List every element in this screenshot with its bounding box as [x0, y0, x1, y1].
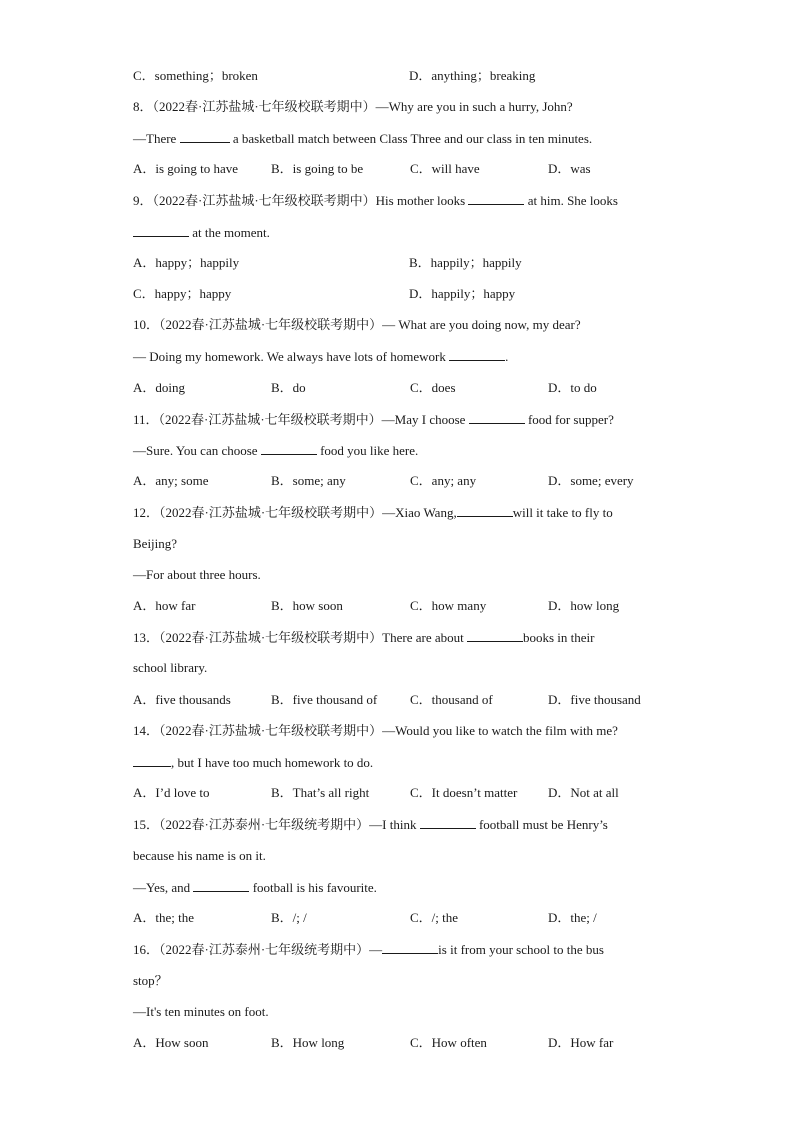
q15-option-d: D．the; /: [548, 910, 597, 925]
q12-stem-line2: Beijing?: [133, 536, 178, 551]
q15-stem-line2: because his name is on it.: [133, 848, 266, 863]
q16-option-b: B．How long: [271, 1035, 345, 1050]
q11-stem-text: —Sure. You can choose: [133, 443, 261, 458]
q13-stem-text: 13．（2022春·江苏盐城·七年级校联考期中）There are about: [133, 630, 467, 645]
q11-option-d: D．some; every: [548, 473, 634, 488]
q8-option-c: C．will have: [410, 161, 480, 176]
q14-option-b: B．That’s all right: [271, 785, 370, 800]
q12-stem-text: 12．（2022春·江苏盐城·七年级校联考期中）—Xiao Wang,: [133, 505, 457, 520]
q15-stem-text: football is his favourite.: [249, 880, 377, 895]
q9-option-c: C．happy；happy: [133, 286, 232, 301]
q10-stem-text: .: [505, 349, 509, 364]
q13-stem-line2: school library.: [133, 660, 208, 675]
q13-stem-line1: [133, 629, 594, 646]
q15-option-c: C．/; the: [410, 910, 459, 925]
q13-option-b: B．five thousand of: [271, 692, 378, 707]
q12-stem-text: will it take to fly to: [512, 505, 613, 520]
q9-option-b: B．happily；happily: [409, 255, 522, 270]
q11-option-b: B．some; any: [271, 473, 346, 488]
q11-stem-line2: [133, 442, 418, 459]
q11-answer-blank: [261, 442, 317, 455]
q8-option-d: D．was: [548, 161, 591, 176]
q7-option-c: C．something；broken: [133, 68, 258, 83]
q14-option-c: C．It doesn’t matter: [410, 785, 518, 800]
q15-answer-blank: [420, 816, 476, 829]
q16-stem-line2: stop？: [133, 973, 168, 988]
q10-option-d: D．to do: [548, 380, 597, 395]
q7-option-d: D．anything；breaking: [409, 68, 536, 83]
q10-option-b: B．do: [271, 380, 306, 395]
q10-stem-line1: 10．（2022春·江苏盐城·七年级校联考期中）— What are you doing now, my dear?: [133, 317, 581, 332]
q8-stem-line2: [133, 130, 592, 147]
q15-option-a: A．the; the: [133, 910, 195, 925]
q14-option-a: A．I’d love to: [133, 785, 210, 800]
q15-answer-blank: [193, 879, 249, 892]
q14-stem-line2: [133, 754, 373, 771]
q16-stem-text: 16．（2022春·江苏泰州·七年级统考期中）—: [133, 942, 383, 957]
q16-option-a: A．How soon: [133, 1035, 209, 1050]
q14-stem-text: , but I have too much homework to do.: [171, 755, 374, 770]
q13-answer-blank: [467, 629, 523, 642]
q8-option-a: A．is going to have: [133, 161, 239, 176]
q9-stem-text: at him. She looks: [524, 193, 618, 208]
q9-option-a: A．happy；happily: [133, 255, 240, 270]
q15-stem-line1: [133, 816, 608, 833]
q12-stem-line1: [133, 504, 613, 521]
q8-answer-blank: [180, 130, 230, 143]
q9-stem-line1: [133, 192, 618, 209]
q10-answer-blank: [449, 348, 505, 361]
q11-stem-text: food for supper?: [524, 412, 614, 427]
q11-option-c: C．any; any: [410, 473, 477, 488]
q10-option-a: A．doing: [133, 380, 186, 395]
q11-answer-blank: [469, 411, 525, 424]
q8-stem-text: a basketball match between Class Three and our class in ten minutes.: [229, 131, 593, 146]
q15-stem-text: football must be Henry’s: [475, 817, 608, 832]
q11-stem-text: food you like here.: [316, 443, 419, 458]
q13-stem-text: books in their: [522, 630, 595, 645]
q9-answer-blank: [468, 192, 524, 205]
q15-stem-line3: [133, 879, 377, 896]
q9-answer-blank: [133, 224, 189, 237]
q8-stem-line1: 8．（2022春·江苏盐城·七年级校联考期中）—Why are you in such a hurry, John?: [133, 99, 573, 114]
q16-answer-blank: [382, 941, 438, 954]
q14-answer-blank: [133, 754, 171, 767]
q12-answer-blank: [457, 504, 513, 517]
q15-stem-text: —Yes, and: [133, 880, 194, 895]
q15-stem-text: 15．（2022春·江苏泰州·七年级统考期中）—I think: [133, 817, 420, 832]
q9-stem-text: 9．（2022春·江苏盐城·七年级校联考期中）His mother looks: [133, 193, 469, 208]
q11-stem-line1: [133, 411, 614, 428]
q10-stem-line2: [133, 348, 508, 365]
q12-option-b: B．how soon: [271, 598, 343, 613]
q13-option-a: A．five thousands: [133, 692, 231, 707]
q8-stem-text: —There: [133, 131, 180, 146]
q15-option-b: B．/; /: [271, 910, 307, 925]
q12-option-c: C．how many: [410, 598, 487, 613]
q9-option-d: D．happily；happy: [409, 286, 516, 301]
q12-option-a: A．how far: [133, 598, 196, 613]
q11-stem-text: 11．（2022春·江苏盐城·七年级校联考期中）—May I choose: [133, 412, 469, 427]
q10-stem-text: — Doing my homework. We always have lots of homework: [133, 349, 450, 364]
q16-stem-line3: —It's ten minutes on foot.: [133, 1004, 269, 1019]
q16-stem-text: is it from your school to the bus: [438, 942, 604, 957]
q13-option-c: C．thousand of: [410, 692, 493, 707]
q9-stem-line2: [133, 224, 270, 241]
q12-stem-line3: —For about three hours.: [133, 567, 261, 582]
q9-stem-text: at the moment.: [189, 225, 270, 240]
q8-option-b: B．is going to be: [271, 161, 364, 176]
q14-stem-line1: 14．（2022春·江苏盐城·七年级校联考期中）—Would you like to watch the film with me?: [133, 723, 618, 738]
q13-option-d: D．five thousand: [548, 692, 641, 707]
q14-option-d: D．Not at all: [548, 785, 619, 800]
q11-option-a: A．any; some: [133, 473, 209, 488]
q16-option-c: C．How often: [410, 1035, 487, 1050]
q16-option-d: D．How far: [548, 1035, 614, 1050]
q16-stem-line1: [133, 941, 604, 958]
q10-option-c: C．does: [410, 380, 456, 395]
q12-option-d: D．how long: [548, 598, 620, 613]
